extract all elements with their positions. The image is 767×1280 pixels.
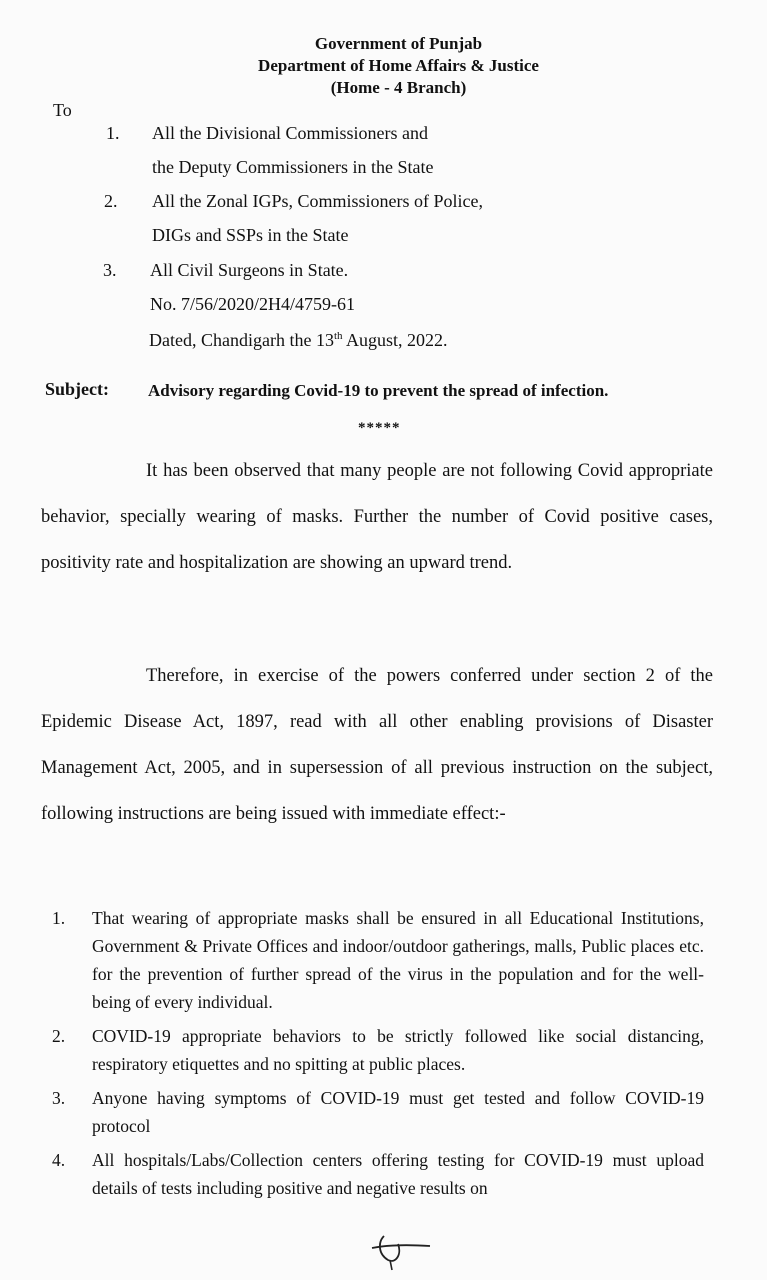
addressee-line: All Civil Surgeons in State. bbox=[150, 260, 349, 280]
list-item-text: Anyone having symptoms of COVID-19 must get tested and follow COVID-19 protocol bbox=[92, 1088, 704, 1136]
to-label: To bbox=[53, 100, 72, 120]
list-item-text: COVID-19 appropriate behaviors to be strictly followed like social distancing, respiratory etiquettes and no spitting at public places. bbox=[92, 1026, 704, 1074]
header-department: Department of Home Affairs & Justice bbox=[258, 56, 539, 75]
list-item-number: 3. bbox=[52, 1088, 66, 1108]
list-item bbox=[52, 1022, 704, 1078]
addressee-line: the Deputy Commissioners in the State bbox=[152, 157, 434, 177]
paragraph-text: Therefore, in exercise of the powers conferred under section 2 of the Epidemic Disease Act, 1897, read with all other enabling provisions of Disaster Management Act, 2005, and in supersession of all previous instruction on the subject, following instructions are being issued with immediate effect:- bbox=[41, 666, 713, 824]
paragraph-observation bbox=[41, 448, 713, 586]
paragraph-powers bbox=[41, 653, 713, 837]
addressee-line: All the Divisional Commissioners and bbox=[152, 123, 428, 143]
addressee-number: 3. bbox=[103, 260, 117, 280]
subject-label: Subject: bbox=[45, 379, 109, 399]
addressee-number: 2. bbox=[104, 191, 118, 211]
addressee-number: 1. bbox=[106, 123, 120, 143]
list-item bbox=[52, 1084, 704, 1140]
list-item-number: 2. bbox=[52, 1026, 66, 1046]
instructions-list bbox=[52, 904, 704, 1208]
list-item-number: 1. bbox=[52, 908, 66, 928]
header-branch: (Home - 4 Branch) bbox=[330, 78, 467, 97]
paragraph-text: It has been observed that many people are not following Covid appropriate behavior, specially wearing of masks. Further the number of Covid positive cases, positivity rate and hospitalization are showing an upward trend. bbox=[41, 461, 713, 573]
letter-date: Dated, Chandigarh the 13th August, 2022. bbox=[149, 330, 448, 350]
header-government: Government of Punjab bbox=[314, 34, 483, 53]
signature-mark bbox=[368, 1234, 438, 1274]
separator-stars: ***** bbox=[358, 420, 401, 436]
list-item-number: 4. bbox=[52, 1150, 66, 1170]
subject-text: Advisory regarding Covid-19 to prevent the spread of infection. bbox=[148, 381, 609, 400]
addressee-line: All the Zonal IGPs, Commissioners of Police, bbox=[152, 191, 483, 211]
letterhead bbox=[0, 33, 767, 99]
list-item-text: That wearing of appropriate masks shall be ensured in all Educational Institutions, Government & Private Offices and indoor/outdoor gatherings, malls, Public places etc. for the prevention of further spread of the virus in the population and for the well-being of every individual. bbox=[92, 908, 704, 1012]
list-item-text: All hospitals/Labs/Collection centers offering testing for COVID-19 must upload details of tests including positive and negative results on bbox=[92, 1150, 704, 1198]
reference-number: No. 7/56/2020/2H4/4759-61 bbox=[150, 294, 355, 314]
list-item bbox=[52, 904, 704, 1016]
list-item bbox=[52, 1146, 704, 1202]
addressee-line: DIGs and SSPs in the State bbox=[152, 225, 349, 245]
